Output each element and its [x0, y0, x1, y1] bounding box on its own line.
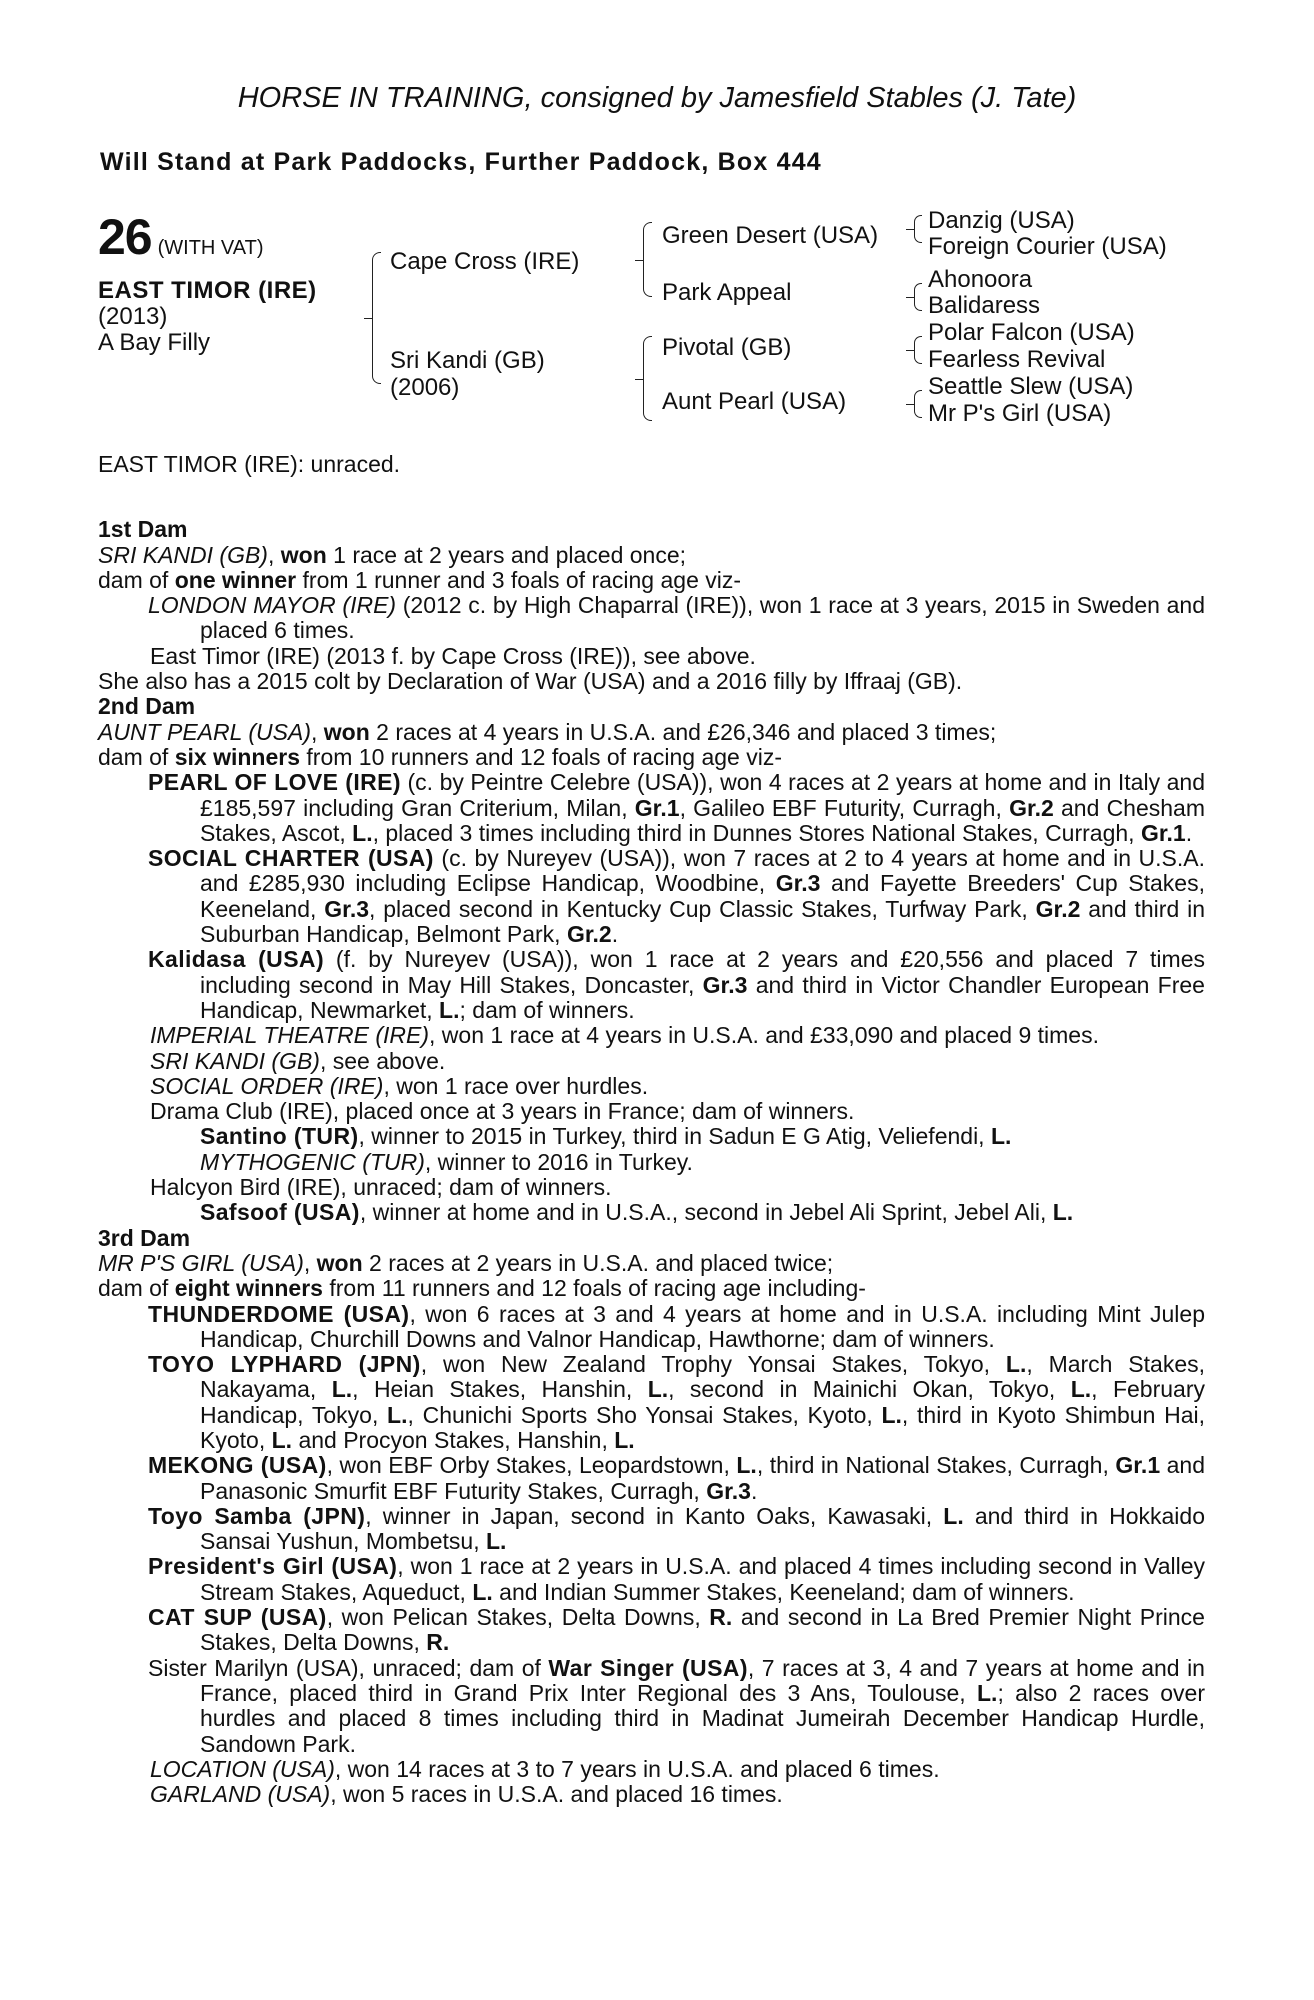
produce-toyo-lyphard: TOYO LYPHARD (JPN), won New Zealand Trophy Yonsai Stakes, Tokyo, L., March Stakes, Nakayama, L., Heian Stakes, Hanshin, L., second in Mainichi Okan, Tokyo, L., February Handicap, Tokyo, L., Chunichi Sports Sho Yonsai Stakes, Kyoto, L., third in Kyoto Shimbun Hai, Kyoto, L. and Procyon Stakes, Hanshin, L. — [148, 1351, 1205, 1453]
dam-line-brace — [643, 336, 652, 421]
produce-thunderdome: THUNDERDOME (USA), won 6 races at 3 and 4 years at home and in U.S.A. including Mint Julep Handicap, Churchill Downs and Valnor Handicap, Hawthorne; dam of winners. — [148, 1300, 1205, 1352]
sire-dam: Park Appeal — [662, 279, 792, 306]
horse-info — [98, 278, 317, 356]
sire-line-brace — [643, 222, 652, 297]
lot-number: 26 — [98, 209, 152, 265]
third-dam-produce: dam of eight winners from 11 runners and 12 foals of racing age including- — [98, 1275, 866, 1302]
race-summary: EAST TIMOR (IRE): unraced. — [98, 451, 401, 477]
produce-imperial-theatre: IMPERIAL THEATRE (IRE), won 1 race at 4 years in U.S.A. and £33,090 and placed 9 times. — [150, 1022, 1099, 1049]
stand-location: Will Stand at Park Paddocks, Further Paddock, Box 444 — [100, 148, 822, 176]
produce-mythogenic: MYTHOGENIC (TUR), winner to 2016 in Turkey. — [200, 1148, 693, 1175]
sire: Cape Cross (IRE) — [390, 248, 580, 275]
g-dam-2: Balidaress — [928, 292, 1041, 319]
produce-drama-club: Drama Club (IRE), placed once at 3 years in France; dam of winners. — [150, 1098, 855, 1125]
second-dam-produce: dam of six winners from 10 runners and 12 foals of racing age viz- — [98, 743, 782, 770]
sire-brace — [372, 252, 381, 384]
g-sire-2: Ahonoora — [928, 266, 1033, 293]
produce-garland: GARLAND (USA), won 5 races in U.S.A. and placed 16 times. — [150, 1781, 783, 1808]
first-dam-line: SRI KANDI (GB), won 1 race at 2 years and placed once; — [98, 541, 687, 568]
second-dam-heading: 2nd Dam — [98, 693, 196, 720]
produce-santino: Santino (TUR), winner to 2015 in Turkey, third in Sadun E G Atig, Veliefendi, L. — [200, 1123, 1012, 1150]
sire-sire: Green Desert (USA) — [662, 222, 879, 249]
vat-note: (WITH VAT) — [157, 237, 264, 259]
produce-toyo-samba: Toyo Samba (JPN), winner in Japan, second in Kanto Oaks, Kawasaki, L. and third in Hokkaido Sansai Yushun, Mombetsu, L. — [148, 1502, 1205, 1555]
g-sire-4: Seattle Slew (USA) — [928, 373, 1134, 400]
produce-safsoof: Safsoof (USA), winner at home and in U.S.A., second in Jebel Ali Sprint, Jebel Ali, L. — [200, 1199, 1074, 1226]
third-dam-heading: 3rd Dam — [98, 1224, 191, 1251]
g-brace-3 — [914, 336, 922, 364]
dam: Sri Kandi (GB) — [390, 347, 545, 374]
third-dam-line: MR P'S GIRL (USA), won 2 races at 2 years in U.S.A. and placed twice; — [98, 1249, 834, 1276]
produce-location: LOCATION (USA), won 14 races at 3 to 7 years in U.S.A. and placed 6 times. — [150, 1755, 940, 1782]
produce-sister-marilyn: Sister Marilyn (USA), unraced; dam of War Singer (USA), 7 races at 3, 4 and 7 years at home and in France, placed third in Grand Prix Inter Regional des 3 Ans, Toulouse, L.; also 2 races over hurdles and placed 8 times including third in Madinat Jumeirah December Handicap Hurdle, Sandown Park. — [148, 1654, 1206, 1757]
dam-dam: Aunt Pearl (USA) — [662, 388, 847, 415]
horse-description: A Bay Filly — [98, 329, 211, 356]
produce-mekong: MEKONG (USA), won EBF Orby Stakes, Leopardstown, L., third in National Stakes, Curragh, Gr.1 and Panasonic Smurfit EBF Futurity Stakes, Curragh, Gr.3. — [148, 1452, 1205, 1504]
produce-east-timor: East Timor (IRE) (2013 f. by Cape Cross (IRE)), see above. — [150, 642, 756, 669]
dam-year: (2006) — [390, 374, 460, 401]
g-brace-1 — [914, 215, 922, 243]
produce-halcyon-bird: Halcyon Bird (IRE), unraced; dam of winners. — [150, 1174, 612, 1201]
produce-presidents-girl: President's Girl (USA), won 1 race at 2 years in U.S.A. and placed 4 times including second in Valley Stream Stakes, Aqueduct, L. and Indian Summer Stakes, Keeneland; dam of winners. — [148, 1553, 1206, 1605]
dam-sire: Pivotal (GB) — [662, 334, 792, 361]
produce-social-order: SOCIAL ORDER (IRE), won 1 race over hurdles. — [150, 1072, 649, 1099]
second-dam-line: AUNT PEARL (USA), won 2 races at 4 years in U.S.A. and £26,346 and placed 3 times; — [98, 718, 997, 745]
first-dam-heading: 1st Dam — [98, 516, 188, 543]
g-dam-4: Mr P's Girl (USA) — [928, 400, 1112, 427]
first-dam-produce: dam of one winner from 1 runner and 3 foals of racing age viz- — [98, 566, 742, 593]
horse-name: EAST TIMOR (IRE) — [98, 277, 317, 304]
produce-pearl-of-love: PEARL OF LOVE (IRE) (c. by Peintre Celebre (USA)), won 4 races at 2 years at home and in Italy and £185,597 including Gran Criterium, Milan, Gr.1, Galileo EBF Futurity, Curragh, Gr.2 and Chesham Stakes, Ascot, L., placed 3 times including third in Dunnes Stores National Stakes, Curragh, Gr.1. — [148, 769, 1206, 846]
g-brace-4 — [914, 390, 922, 418]
produce-cat-sup: CAT SUP (USA), won Pelican Stakes, Delta Downs, R. and second in La Bred Premier Night Prince Stakes, Delta Downs, R. — [148, 1604, 1205, 1656]
produce-kalidasa: Kalidasa (USA) (f. by Nureyev (USA)), won 1 race at 2 years and £20,556 and placed 7 times including second in May Hill Stakes, Doncaster, Gr.3 and third in Victor Chandler European Free Handicap, Newmarket, L.; dam of winners. — [148, 946, 1205, 1023]
g-brace-2 — [914, 283, 922, 311]
g-dam-1: Foreign Courier (USA) — [928, 233, 1167, 260]
horse-year: (2013) — [98, 303, 168, 330]
produce-later-foals: She also has a 2015 colt by Declaration of War (USA) and a 2016 filly by Iffraaj (GB). — [98, 668, 963, 695]
g-sire-3: Polar Falcon (USA) — [928, 319, 1135, 346]
lot-heading — [98, 208, 264, 266]
g-dam-3: Fearless Revival — [928, 346, 1106, 373]
produce-record — [98, 452, 1205, 1807]
g-sire-1: Danzig (USA) — [928, 207, 1075, 234]
page-title: HORSE IN TRAINING, consigned by Jamesfield Stables (J. Tate) — [237, 82, 1077, 114]
produce-london-mayor: LONDON MAYOR (IRE) (2012 c. by High Chaparral (IRE)), won 1 race at 3 years, 2015 in Sweden and placed 6 times. — [148, 592, 1205, 644]
produce-sri-kandi: SRI KANDI (GB), see above. — [150, 1047, 446, 1074]
produce-social-charter: SOCIAL CHARTER (USA) (c. by Nureyev (USA)), won 7 races at 2 to 4 years at home and in U.S.A. and £285,930 including Eclipse Handicap, Woodbine, Gr.3 and Fayette Breeders' Cup Stakes, Keeneland, Gr.3, placed second in Kentucky Cup Classic Stakes, Turfway Park, Gr.2 and third in Suburban Handicap, Belmont Park, Gr.2. — [148, 845, 1205, 948]
